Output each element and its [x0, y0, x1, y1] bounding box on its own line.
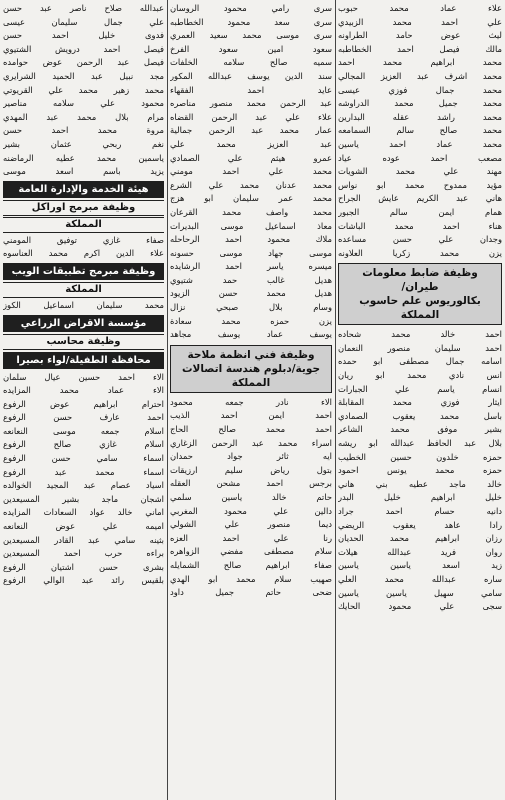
- list-item: محمد صالح سالم السمامعه: [338, 125, 502, 136]
- list-item: سرى سعد محمود الخطاطبه: [170, 16, 332, 27]
- list-item: صفاء ابراهيم صالح الشمايله: [170, 559, 332, 570]
- governorate-label: المملكة: [3, 282, 164, 298]
- list-item: احمد ايمن احمد الذيب: [170, 410, 332, 421]
- list-item: محمد عدنان محمد علي الشرع: [170, 179, 332, 190]
- names-list-left-2: [3, 234, 164, 261]
- list-item: هديل محمد حسن الزيود: [170, 288, 332, 299]
- list-item: فيصل احمد درويش الشتيوي: [3, 43, 164, 54]
- list-item: وجدان علي حسن مساعده: [338, 234, 502, 245]
- list-item: نغم ربحي عثمان بشير: [3, 138, 164, 149]
- list-item: محمد جميل محمد الدراوشه: [338, 98, 502, 109]
- list-item: هديل غالب حمد شتيوي: [170, 274, 332, 285]
- job-heading-air-navigation: وظيفة فني انظمة ملاحة جوية/دبلوم هندسة اتصالات المملكة: [170, 345, 332, 393]
- list-item: محمود علي سلامه مناصير: [3, 98, 164, 109]
- list-item: برجس احمد مشحن العقله: [170, 478, 332, 489]
- list-item: سند الدين يوسف عبدالله المكور: [170, 70, 332, 81]
- column-left: [0, 0, 167, 800]
- list-item: معاذ اسماعيل موسى البديرات: [170, 220, 332, 231]
- column-divider: [335, 0, 336, 800]
- list-item: باسل محمد يعقوب الصمادي: [338, 410, 502, 421]
- list-item: يزيد باسم اسعد موسى: [3, 166, 164, 177]
- list-item: يوسف عماد يوسف مجاهد: [170, 329, 332, 340]
- job-title-app-programmer: وظيفة مبرمج تطبيقات الويب: [3, 263, 164, 280]
- list-item: خالد ماجد عطيه بني هاني: [338, 478, 502, 489]
- governorate-label: محافظة الطفيلة/لواء بصيرا: [3, 352, 164, 369]
- job-title: وظيفة مبرمج اوراكل: [3, 200, 164, 216]
- list-item: عايد احمد الفقهاء: [170, 84, 332, 95]
- list-item: اشجان ماجد بشير المسيعدين: [3, 493, 164, 504]
- names-list-left-3: [3, 299, 164, 313]
- list-item: احمد خالد محمد شحاده: [338, 329, 502, 340]
- list-item: محمد سليمان اسماعيل الكوز: [3, 299, 164, 310]
- list-item: روان فريد عبدالله هيلات: [338, 546, 502, 557]
- list-item: فدوى خليل احمد حسن: [3, 30, 164, 41]
- list-item: اسياد عصام عبد المجيد الخوالده: [3, 480, 164, 491]
- list-item: ايه ثائر جواد حمدان: [170, 451, 332, 462]
- list-item: رنا علي احمد العزه: [170, 532, 332, 543]
- list-item: محمد زهير محمد علي القريوتي: [3, 84, 164, 95]
- list-item: حاتم خالد ياسين سلمي: [170, 492, 332, 502]
- list-item: عبد الرحمن محمد منصور مناصره: [170, 98, 332, 109]
- list-item: احمد عارف حسن الرفوع: [3, 412, 164, 423]
- list-item: صهيب سلام محمد ابو الهدي: [170, 573, 332, 584]
- list-item: وسام بلال صبحي نزال: [170, 302, 332, 313]
- list-item: مرام بلال محمد عبد المهدي: [3, 111, 164, 122]
- list-item: بشرى حسن اشتيان الرفوع: [3, 561, 164, 572]
- list-item: زيد اسعد ياسين ياسين: [338, 560, 502, 571]
- list-item: ميسره ياسر احمد الرشايده: [170, 261, 332, 272]
- list-item: اميمه علي عوض النعانعه: [3, 521, 164, 532]
- list-item: بشير موفق محمد الشاعر: [338, 424, 502, 435]
- list-item: سرى رامي محمود الروسان: [170, 3, 332, 13]
- list-item: صفاء غازي توفيق المومني: [3, 234, 164, 245]
- list-item: سلام مصطفى مفضي الزواهره: [170, 546, 332, 557]
- names-list-right-2: [338, 328, 502, 613]
- governorate-label: المملكة: [3, 217, 164, 233]
- list-item: محمد راشد عقله البدارين: [338, 111, 502, 122]
- column-divider: [167, 0, 168, 800]
- list-item: عمرو هيثم علي الصمادي: [170, 152, 332, 163]
- list-item: اسماء سامي حسن الرفوع: [3, 453, 164, 464]
- list-item: عبدالله صلاح ناصر عبد حسن: [3, 3, 164, 13]
- list-item: محمد علي احمد مومني: [170, 166, 332, 177]
- list-item: مجد نبيل عبد الحميد الشرايري: [3, 70, 164, 81]
- list-item: سرى موسى محمد سعيد العمري: [170, 30, 332, 41]
- list-item: محمد واصف محمد القرعان: [170, 206, 332, 217]
- list-item: ضحى حاتم جميل داود: [170, 587, 332, 598]
- list-item: محمد عماد احمد ياسين: [338, 138, 502, 149]
- list-item: فيصل عبد الرحمن عوض حوامده: [3, 57, 164, 68]
- list-item: علاء عماد محمد حبوب: [338, 3, 502, 13]
- list-item: يزن محمد زكريا العلاونه: [338, 247, 502, 258]
- job-title: وظيفة محاسب: [3, 334, 164, 350]
- section-heading: هيئة الخدمة والإدارة العامة: [3, 181, 164, 198]
- list-item: الاء عماد محمد المزايده: [3, 385, 164, 396]
- list-item: الاء نادر جمعه محمود: [170, 396, 332, 407]
- names-list-middle-2: [170, 396, 332, 600]
- list-item: بثينه سامي عبد القادر المسيعدين: [3, 534, 164, 545]
- list-item: يزن حمزه محمد سعادة: [170, 315, 332, 326]
- list-item: محمد ابراهيم محمد احمد: [338, 57, 502, 68]
- names-list-left-1: [3, 2, 164, 179]
- list-item: هاني عبد الكريم عايش الجراح: [338, 193, 502, 204]
- job-heading-aviation-officer: وظيفة ضابط معلومات طيران/ بكالوريوس علم حاسوب المملكة: [338, 263, 502, 325]
- list-item: مالك فيصل احمد الخطاطبه: [338, 43, 502, 54]
- column-middle: [167, 0, 335, 800]
- list-item: همام ايمن سالم الجبور: [338, 206, 502, 217]
- list-item: عمار محمد عبد الرحمن جمالية: [170, 125, 332, 136]
- list-item: حمزه خلدون حسين الخطيب: [338, 451, 502, 462]
- list-item: محمد عمر سليمان ابو هزج: [170, 193, 332, 204]
- list-item: احمد محمد صالح الحاج: [170, 424, 332, 435]
- list-item: ايثار فوزي محمد المقابلة: [338, 397, 502, 408]
- list-item: بلال عبد الحافظ عبدالله ابو ريشه: [338, 438, 502, 449]
- list-item: سجى علي محمود الحايك: [338, 601, 502, 612]
- list-item: بلقيس رائد عبد الوالي الرفوع: [3, 575, 164, 586]
- list-item: اسلام غازي صالح الرفوع: [3, 439, 164, 450]
- list-item: محمد جمال فوزي عيسى: [338, 84, 502, 95]
- list-item: دالين علي محمود المغربي: [170, 505, 332, 516]
- list-item: خليل ابراهيم خليل البدر: [338, 492, 502, 503]
- list-item: مؤيد ممدوح محمد ابو نواس: [338, 179, 502, 190]
- list-item: براءه حرب احمد المسيعدين: [3, 548, 164, 559]
- list-item: رزان ابراهيم محمد الحديان: [338, 533, 502, 544]
- names-list-right-1: [338, 2, 502, 260]
- list-item: ياسمين محمد عطيه الرماضنه: [3, 152, 164, 163]
- list-item: ديما منصور علي الشولي: [170, 519, 332, 530]
- list-item: هناء احمد محمد الباشات: [338, 220, 502, 231]
- list-item: محمد اشرف عبد العزيز المجالي: [338, 70, 502, 81]
- list-item: سعود امين سعود الفرخ: [170, 43, 332, 54]
- list-item: انسام ياسم علي الجبارات: [338, 383, 502, 394]
- section-heading: مؤسسة الاقراض الزراعي: [3, 315, 164, 332]
- list-item: عبد العزيز محمد علي: [170, 138, 332, 149]
- list-item: احترام ابراهيم عوض الرفوع: [3, 398, 164, 409]
- list-item: مصعب احمد عوده عياد: [338, 152, 502, 163]
- list-item: احمد سليمان منصور النعمان: [338, 342, 502, 353]
- list-item: اماني خالد عواد السعادات المزايده: [3, 507, 164, 518]
- list-item: سميه صالح سلامه الخلفات: [170, 57, 332, 68]
- list-item: علي احمد محمد الزبيدي: [338, 16, 502, 27]
- list-item: انس نادي محمد ابو ريان: [338, 370, 502, 381]
- list-item: مهند علي محمد الشويات: [338, 166, 502, 177]
- list-item: اسماء محمد عبد الرفوع: [3, 466, 164, 477]
- list-item: علاء الدين اكرم محمد العناسوه: [3, 248, 164, 259]
- names-list-left-4: [3, 371, 164, 589]
- names-list-middle-1: [170, 2, 332, 342]
- list-item: علاء علي عبد الرحمن القضاه: [170, 111, 332, 122]
- list-item: اسراء محمد عبد الرحمن الزغاري: [170, 437, 332, 448]
- list-item: اسلام جمعه موسى النعانعه: [3, 425, 164, 436]
- list-item: اسامه جمال مصطفى ابو حمده: [338, 356, 502, 367]
- list-item: علي جمال سليمان عيسى: [3, 16, 164, 27]
- list-item: ليث عوض حامد الطراونه: [338, 30, 502, 41]
- list-item: بتول رياض سليم ارزيقات: [170, 464, 332, 475]
- list-item: مروة محمد احمد حسن: [3, 125, 164, 136]
- list-item: سامي سهيل ياسين ياسين: [338, 587, 502, 598]
- list-item: حمزه محمد يونس احمود: [338, 465, 502, 476]
- list-item: ساره عبدالله محمد العلي: [338, 573, 502, 584]
- list-item: دانيه حسام احمد جراد: [338, 506, 502, 516]
- column-right: [335, 0, 505, 800]
- list-item: موسى جهاد موسى حسونه: [170, 247, 332, 258]
- list-item: رادا عاهد يعقوب الريضي: [338, 519, 502, 530]
- list-item: ملاك محمود احمد الرحاحله: [170, 234, 332, 245]
- list-item: الاء احمد حسين عيال سلمان: [3, 371, 164, 382]
